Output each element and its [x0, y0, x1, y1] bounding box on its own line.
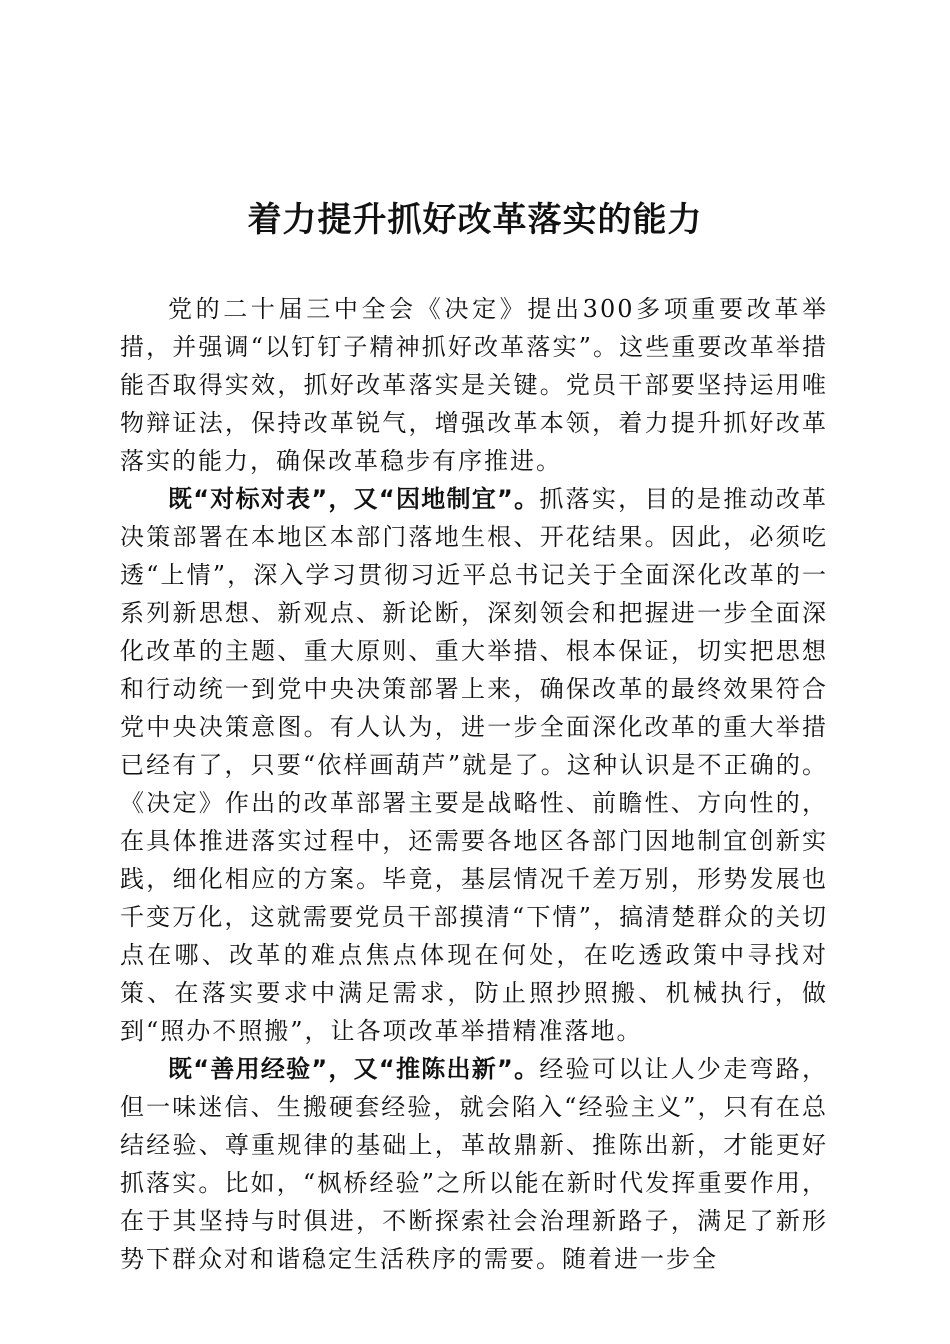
document-body — [120, 290, 828, 1278]
section-1-text: 抓落实，目的是推动改革决策部署在本地区本部门落地生根、开花结果。因此，必须吃透“上情”，深入学习贯彻习近平总书记关于全面深化改革的一系列新思想、新观点、新论断，深刻领会和把握进一步全面深化改革的主题、重大原则、重大举措、根本保证，切实把思想和行动统一到党中央决策部署上来，确保改革的最终效果符合党中央决策意图。有人认为，进一步全面深化改革的重大举措已经有了，只要“依样画葫芦”就是了。这种认识是不正确的。《决定》作出的改革部署主要是战略性、前瞻性、方向性的，在具体推进落实过程中，还需要各地区各部门因地制宜创新实践，细化相应的方案。毕竟，基层情况千差万别，形势发展也千变万化，这就需要党员干部摸清“下情”，搞清楚群众的关切点在哪、改革的难点焦点体现在何处，在吃透政策中寻找对策、在落实要求中满足需求，防止照抄照搬、机械执行，做到“照办不照搬”，让各项改革举措精准落地。 — [120, 485, 828, 1045]
section-2-heading: 既“善用经验”，又“推陈出新”。 — [168, 1055, 540, 1083]
paragraph-intro-text: 党的二十届三中全会《决定》提出300多项重要改革举措，并强调“以钉钉子精神抓好改革落实”。这些重要改革举措能否取得实效，抓好改革落实是关键。党员干部要坚持运用唯物辩证法，保持改革锐气，增强改革本领，着力提升抓好改革落实的能力，确保改革稳步有序推进。 — [120, 295, 828, 475]
paragraph-section-2 — [120, 1050, 828, 1278]
section-1-heading: 既“对标对表”，又“因地制宜”。 — [168, 485, 540, 513]
document-title: 着力提升抓好改革落实的能力 — [247, 200, 703, 240]
section-2-text: 经验可以让人少走弯路，但一味迷信、生搬硬套经验，就会陷入“经验主义”，只有在总结经验、尊重规律的基础上，革故鼎新、推陈出新，才能更好抓落实。比如，“枫桥经验”之所以能在新时代发挥重要作用，在于其坚持与时俱进，不断探索社会治理新路子，满足了新形势下群众对和谐稳定生活秩序的需要。随着进一步全 — [120, 1055, 828, 1273]
paragraph-intro — [120, 290, 828, 480]
paragraph-section-1 — [120, 480, 828, 1050]
